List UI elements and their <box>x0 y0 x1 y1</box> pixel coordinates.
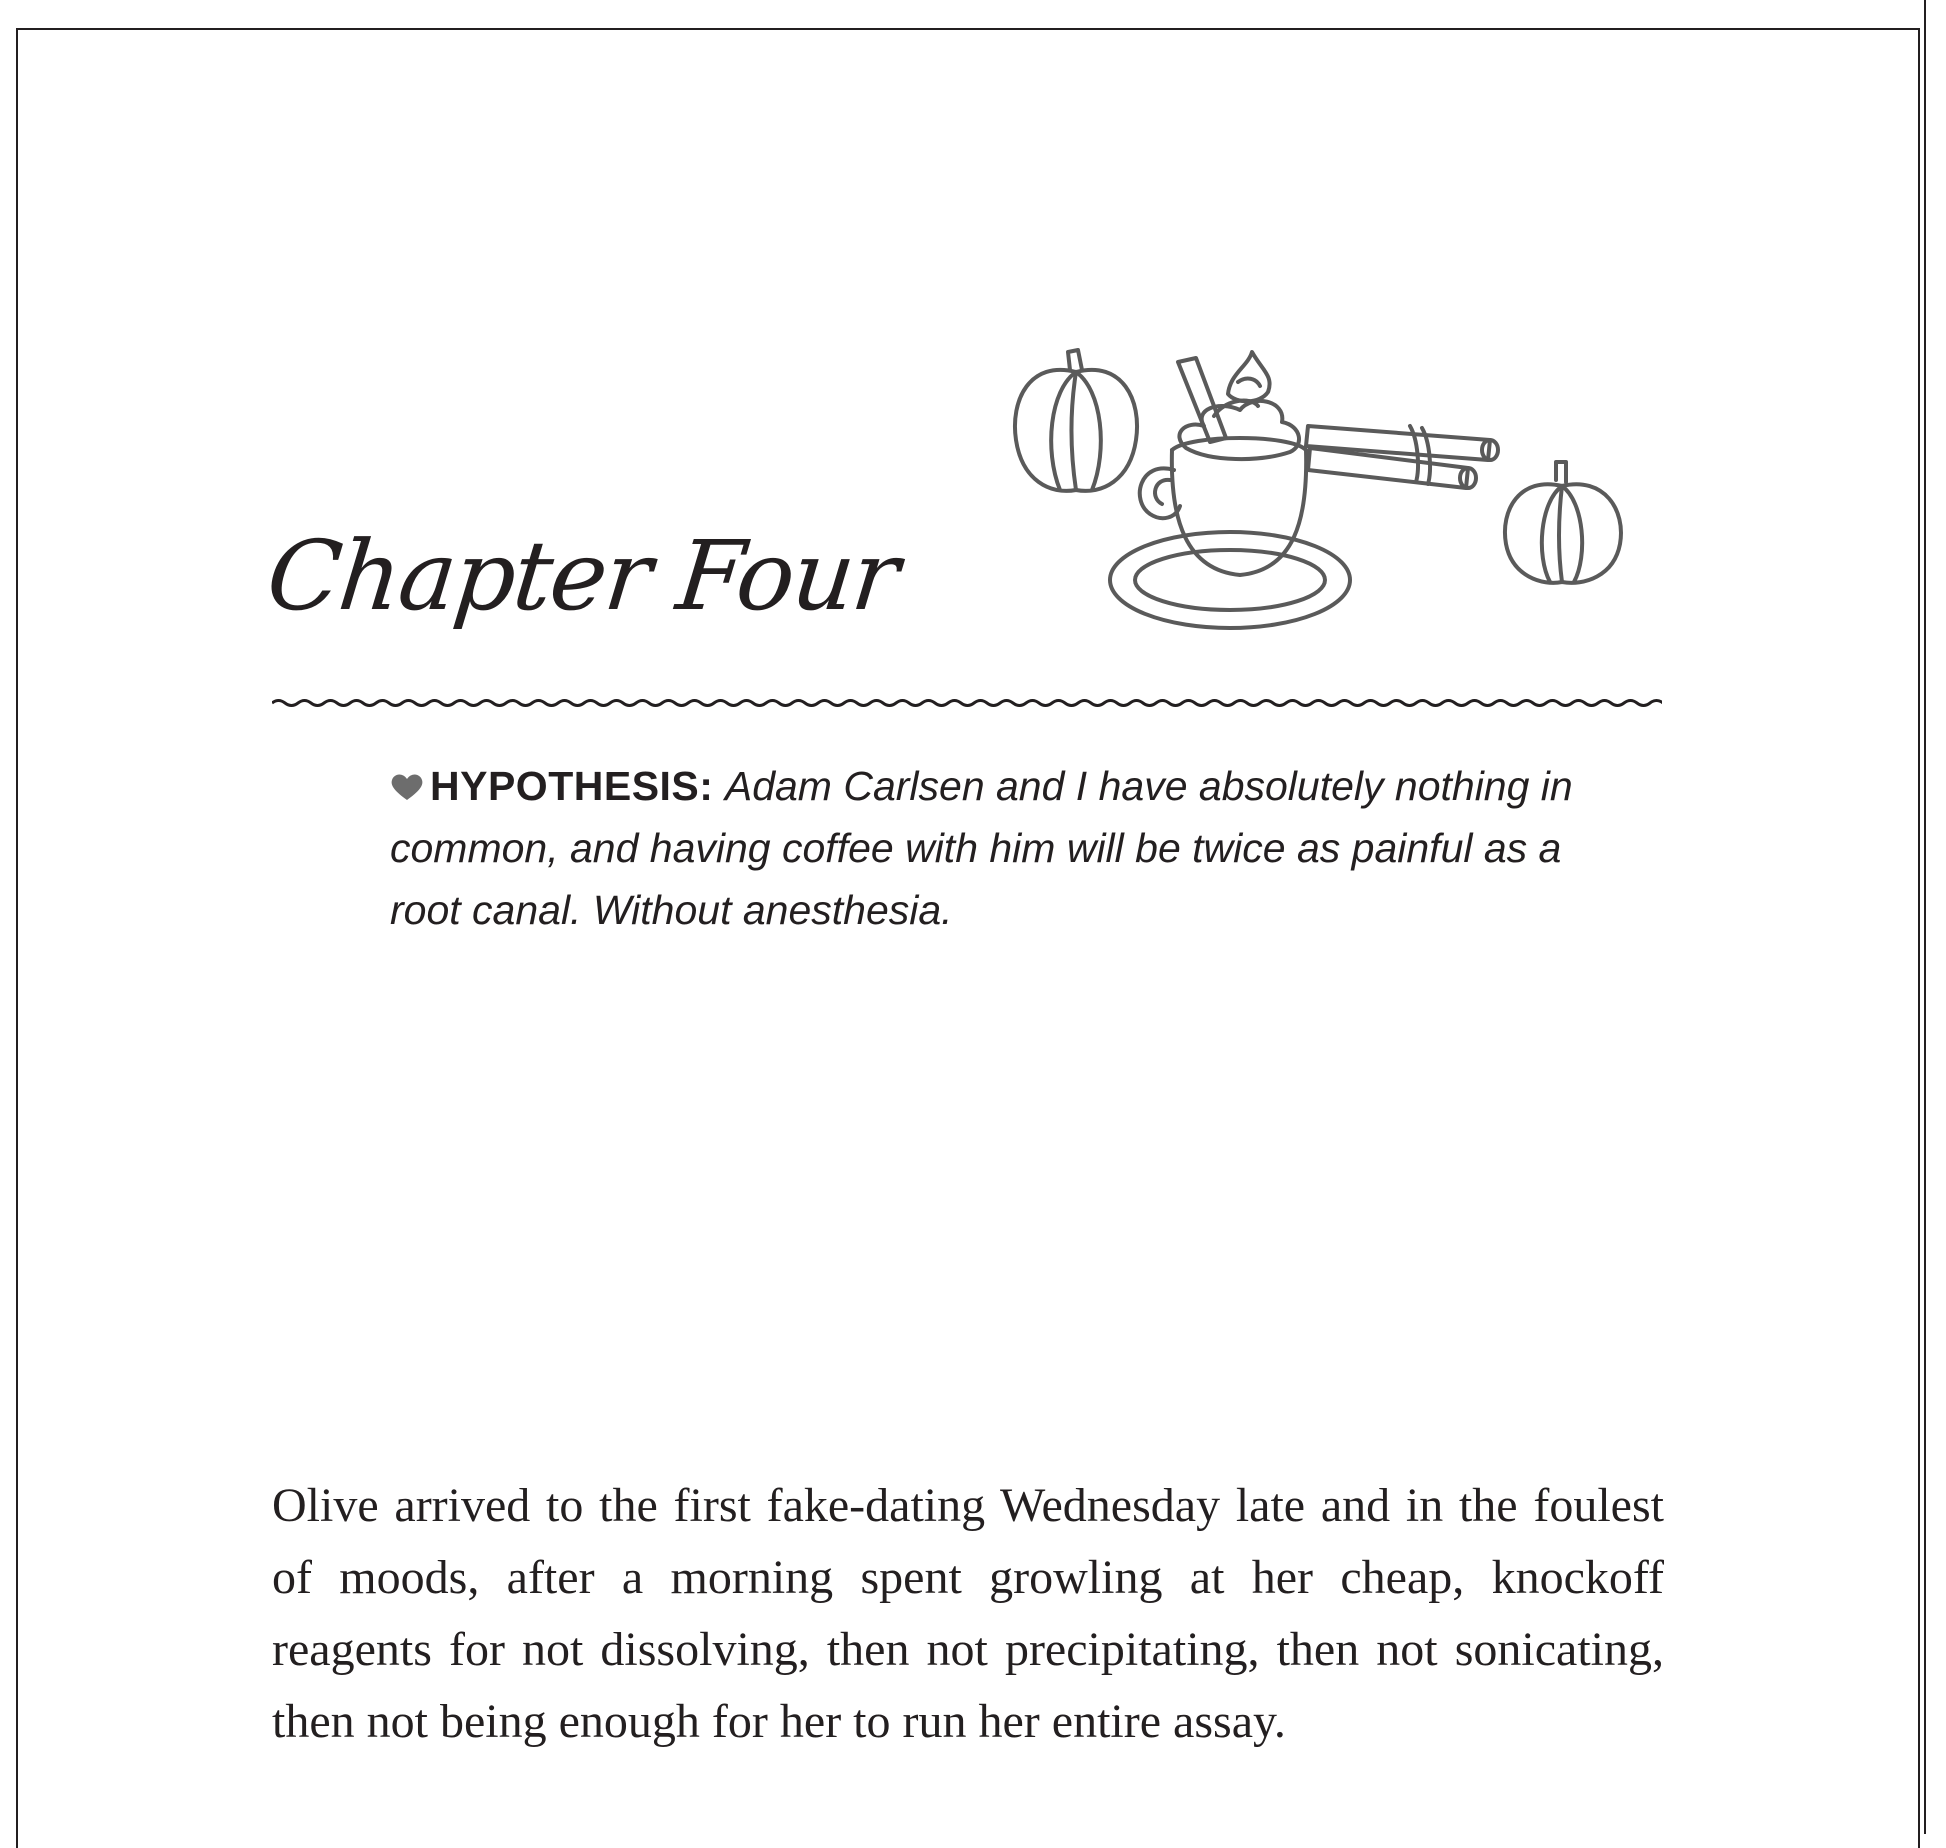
cinnamon-sticks-icon <box>1306 426 1498 488</box>
pumpkin-left-icon <box>1015 350 1137 491</box>
hypothesis-text: Adam Carlsen and I have absolutely nothing in common, and having coffee with him will be twice as painful as a root canal. Without anesthesia. <box>390 763 1573 933</box>
gutter-line <box>1924 0 1926 1834</box>
latte-pumpkins-illustration <box>990 330 1670 660</box>
hypothesis-block <box>390 755 1590 941</box>
hypothesis-label: HYPOTHESIS: <box>430 763 714 809</box>
latte-cup-icon <box>1110 352 1350 628</box>
wavy-divider <box>272 690 1662 716</box>
heart-icon <box>390 772 424 802</box>
pumpkin-right-icon <box>1505 462 1621 583</box>
body-paragraph: Olive arrived to the first fake-dating Wednesday late and in the foulest of moods, after a morning spent growling at her cheap, knockoff reagents for not dissolving, then not precipitating, then not sonicating, then not being enough for her to run her entire assay. <box>272 1479 1664 1748</box>
chapter-title: Chapter Four <box>262 520 903 632</box>
